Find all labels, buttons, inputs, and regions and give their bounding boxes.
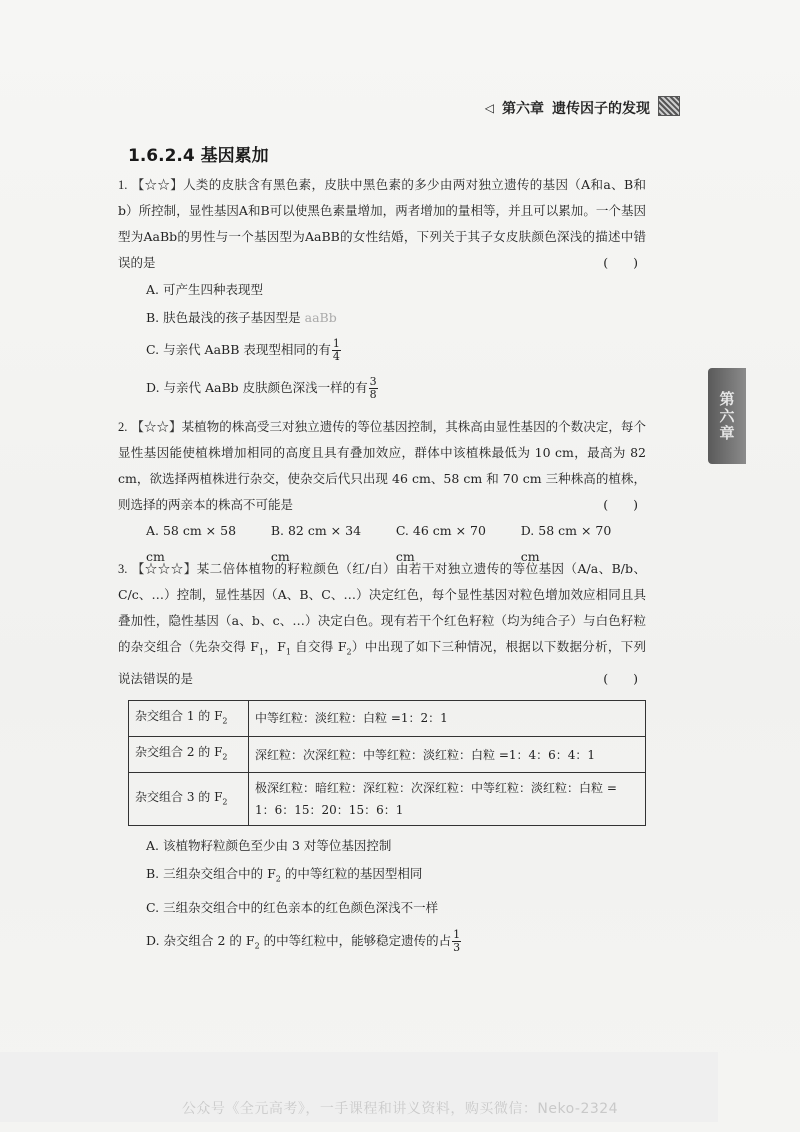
question-2 [118,414,646,570]
option-a: A. 可产生四种表现型 [146,282,263,297]
question-number: 3. [118,562,128,576]
table-cell: 极深红粒：暗红粒：深红粒：次深红粒：中等红粒：淡红粒：白粒 = 1：6：15：20：15：6：1 [249,773,646,826]
difficulty-stars: 【☆☆】 [131,419,182,434]
fraction: $\frac{1}{3}$ [453,927,461,954]
question-text: 某植物的株高受三对独立遗传的等位基因控制，其株高由显性基因的个数决定，每个显性基因能使植株增加相同的高度且具有叠加效应，群体中该植株最低为 10 cm，最高为 82 cm，欲选择两植株进行杂交，使杂交后代只出现 46 cm、58 cm 和 70 cm 三种株高的植株，则选择的两亲本的株高不可能是 [118,419,646,512]
question-number: 1. [118,178,128,192]
left-triangle-icon: ◁ [484,101,494,115]
option-c: C. 三组杂交组合中的红色亲本的红色颜色深浅不一样 [146,899,439,915]
answer-blank: ( ) [603,670,638,686]
answer-blank: ( ) [603,255,638,270]
table-row [129,700,646,736]
question-number: 2. [118,420,128,434]
cross-results-table [128,700,646,827]
watermark: 公众号《全元高考》，一手课程和讲义资料，购买微信：Neko-2324 [181,1101,619,1117]
option-b: B. 82 cm × 34 cm [270,523,362,564]
section-title: 1.6.2.4 基因累加 [128,146,269,166]
faded-text: aaBb [304,310,337,325]
fraction: $\frac{1}{4}$ [332,337,340,363]
option-d: D. 与亲代 AaBb 皮肤颜色深浅一样的有 $\frac{3}{8}$ [146,375,377,401]
option-b: B. 三组杂交组合中的 $F_2$ 的中等红粒的基因型相同 [146,866,423,884]
question-3 [118,556,646,965]
fraction: $\frac{3}{8}$ [369,375,377,401]
question-text: 人类的皮肤含有黑色素，皮肤中黑色素的多少由两对独立遗传的基因（A和a、B和b）所控制，显性基因A和B可以使黑色素量增加，两者增加的量相等，并且可以累加。一个基因型为AaBb的男性与一个基因型为AaBB的女性结婚，下列关于其子女皮肤颜色深浅的描述中错误的是 [118,177,646,270]
table-row [129,773,646,826]
chapter-number: 第六章 [502,101,544,117]
table-row-label: 杂交组合 3 的 $F_2$ [129,773,249,826]
option-d: D. 58 cm × 70 cm [520,523,612,564]
question-1-stem [118,172,646,276]
qr-code-icon [658,96,680,116]
table-cell: 中等红粒：淡红粒：白粒 =1：2：1 [249,700,646,736]
table-row-label: 杂交组合 1 的 $F_2$ [129,700,249,736]
question-2-stem [118,414,646,518]
answer-blank: ( ) [603,497,638,512]
question-1 [118,172,646,408]
option-a: A. 该植物籽粒颜色至少由 3 对等位基因控制 [146,838,392,854]
option-d: D. 杂交组合 2 的 $F_2$ 的中等红粒中，能够稳定遗传的占 $\frac{1}{3}$ [146,927,461,954]
option-a: A. 58 cm × 58 cm [146,523,237,564]
table-row [129,736,646,772]
difficulty-stars: 【☆☆☆】 [131,561,197,576]
chapter-header [485,98,650,118]
option-b: B. 肤色最浅的孩子基因型是 aaBb [146,310,337,325]
difficulty-stars: 【☆☆】 [131,177,184,192]
option-c: C. 与亲代 AaBB 表现型相同的有 $\frac{1}{4}$ [146,337,340,363]
chapter-title: 遗传因子的发现 [552,101,650,117]
question-3-stem: 3. 【☆☆☆】某二倍体植物的籽粒颜色（红/白）由若干对独立遗传的等位基因（A/a、B/b、C/c、…）控制，显性基因（A、B、C、…）决定红色，每个显性基因对粒色增加效应相同且具叠加性，隐性基因（a、b、c、…）决定白色。现有若干个红色籽粒（均为纯合子）与白色籽粒的杂交组合（先杂交得 $F_1$，$F_1$ 自交得 $F_2$）中出现了如下三种情况，根据以下数据分析，下列说法错误的是 ( ) [118,556,646,692]
chapter-side-tab: 第六章 [708,368,746,464]
table-cell: 深红粒：次深红粒：中等红粒：淡红粒：白粒 =1：4：6：4：1 [249,736,646,772]
option-c: C. 46 cm × 70 cm [395,523,486,564]
table-row-label: 杂交组合 2 的 $F_2$ [129,736,249,772]
